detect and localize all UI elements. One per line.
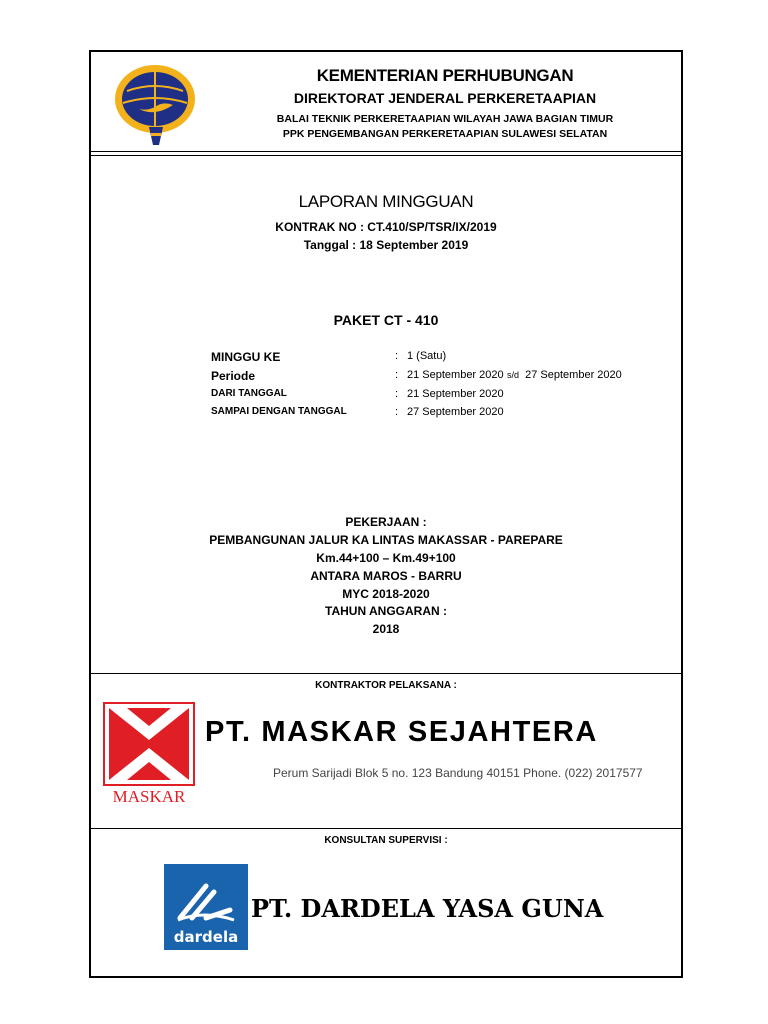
office-title: BALAI TEKNIK PERKERETAAPIAN WILAYAH JAWA BAGIAN TIMUR (276, 113, 614, 125)
from-label: DARI TANGGAL (211, 388, 287, 399)
colon: : (395, 350, 399, 362)
period-from: 21 September 2020 (407, 369, 504, 381)
contractor-label: KONTRAKTOR PELAKSANA : (315, 680, 457, 691)
colon: : (395, 369, 399, 381)
maskar-logo-icon (103, 702, 195, 806)
contractor-divider (91, 673, 681, 674)
until-label: SAMPAI DENGAN TANGGAL (211, 406, 347, 417)
colon: : (395, 388, 399, 400)
work-label: PEKERJAAN : (345, 515, 427, 529)
work-line-1: PEMBANGUNAN JALUR KA LINTAS MAKASSAR - PAREPARE (209, 533, 563, 547)
period-sd: s/d (507, 370, 520, 380)
report-title: LAPORAN MINGGUAN (298, 192, 474, 211)
maskar-logo-text: MASKAR (112, 787, 186, 806)
contract-number: KONTRAK NO : CT.410/SP/TSR/IX/2019 (275, 220, 497, 234)
contractor-address: Perum Sarijadi Blok 5 no. 123 Bandung 40151 Phone. (022) 2017577 (273, 766, 643, 780)
week-value: 1 (Satu) (407, 350, 447, 362)
kemenhub-logo-icon (113, 61, 201, 149)
colon: : (395, 406, 399, 418)
document-header (91, 52, 681, 152)
dardela-logo-icon (164, 864, 248, 950)
budget-year: 2018 (372, 622, 400, 636)
contractor-name: PT. MASKAR SEJAHTERA (205, 716, 598, 748)
consultant-name: PT. DARDELA YASA GUNA (251, 894, 604, 923)
header-divider-double (91, 155, 681, 156)
budget-label: TAHUN ANGGARAN : (325, 604, 447, 618)
work-line-3: ANTARA MAROS - BARRU (310, 569, 462, 583)
report-date: Tanggal : 18 September 2019 (303, 238, 469, 252)
period-label: Periode (211, 369, 256, 383)
work-line-4: MYC 2018-2020 (342, 587, 430, 601)
directorate-title: DIREKTORAT JENDERAL PERKERETAAPIAN (293, 90, 597, 106)
consultant-label: KONSULTAN SUPERVISI : (324, 835, 448, 846)
work-line-2: Km.44+100 – Km.49+100 (316, 551, 456, 565)
until-value: 27 September 2020 (407, 406, 504, 418)
dardela-logo-text: dardela (173, 928, 239, 946)
header-divider (91, 151, 681, 152)
document-frame (89, 50, 683, 978)
week-label: MINGGU KE (211, 350, 281, 364)
package-title: PAKET CT - 410 (333, 312, 439, 328)
period-range (507, 369, 622, 381)
from-value: 21 September 2020 (407, 388, 504, 400)
unit-title: PPK PENGEMBANGAN PERKERETAAPIAN SULAWESI SELATAN (282, 128, 608, 140)
period-to: 27 September 2020 (525, 369, 622, 381)
consultant-divider (91, 828, 681, 829)
ministry-title: KEMENTERIAN PERHUBUNGAN (316, 66, 574, 85)
